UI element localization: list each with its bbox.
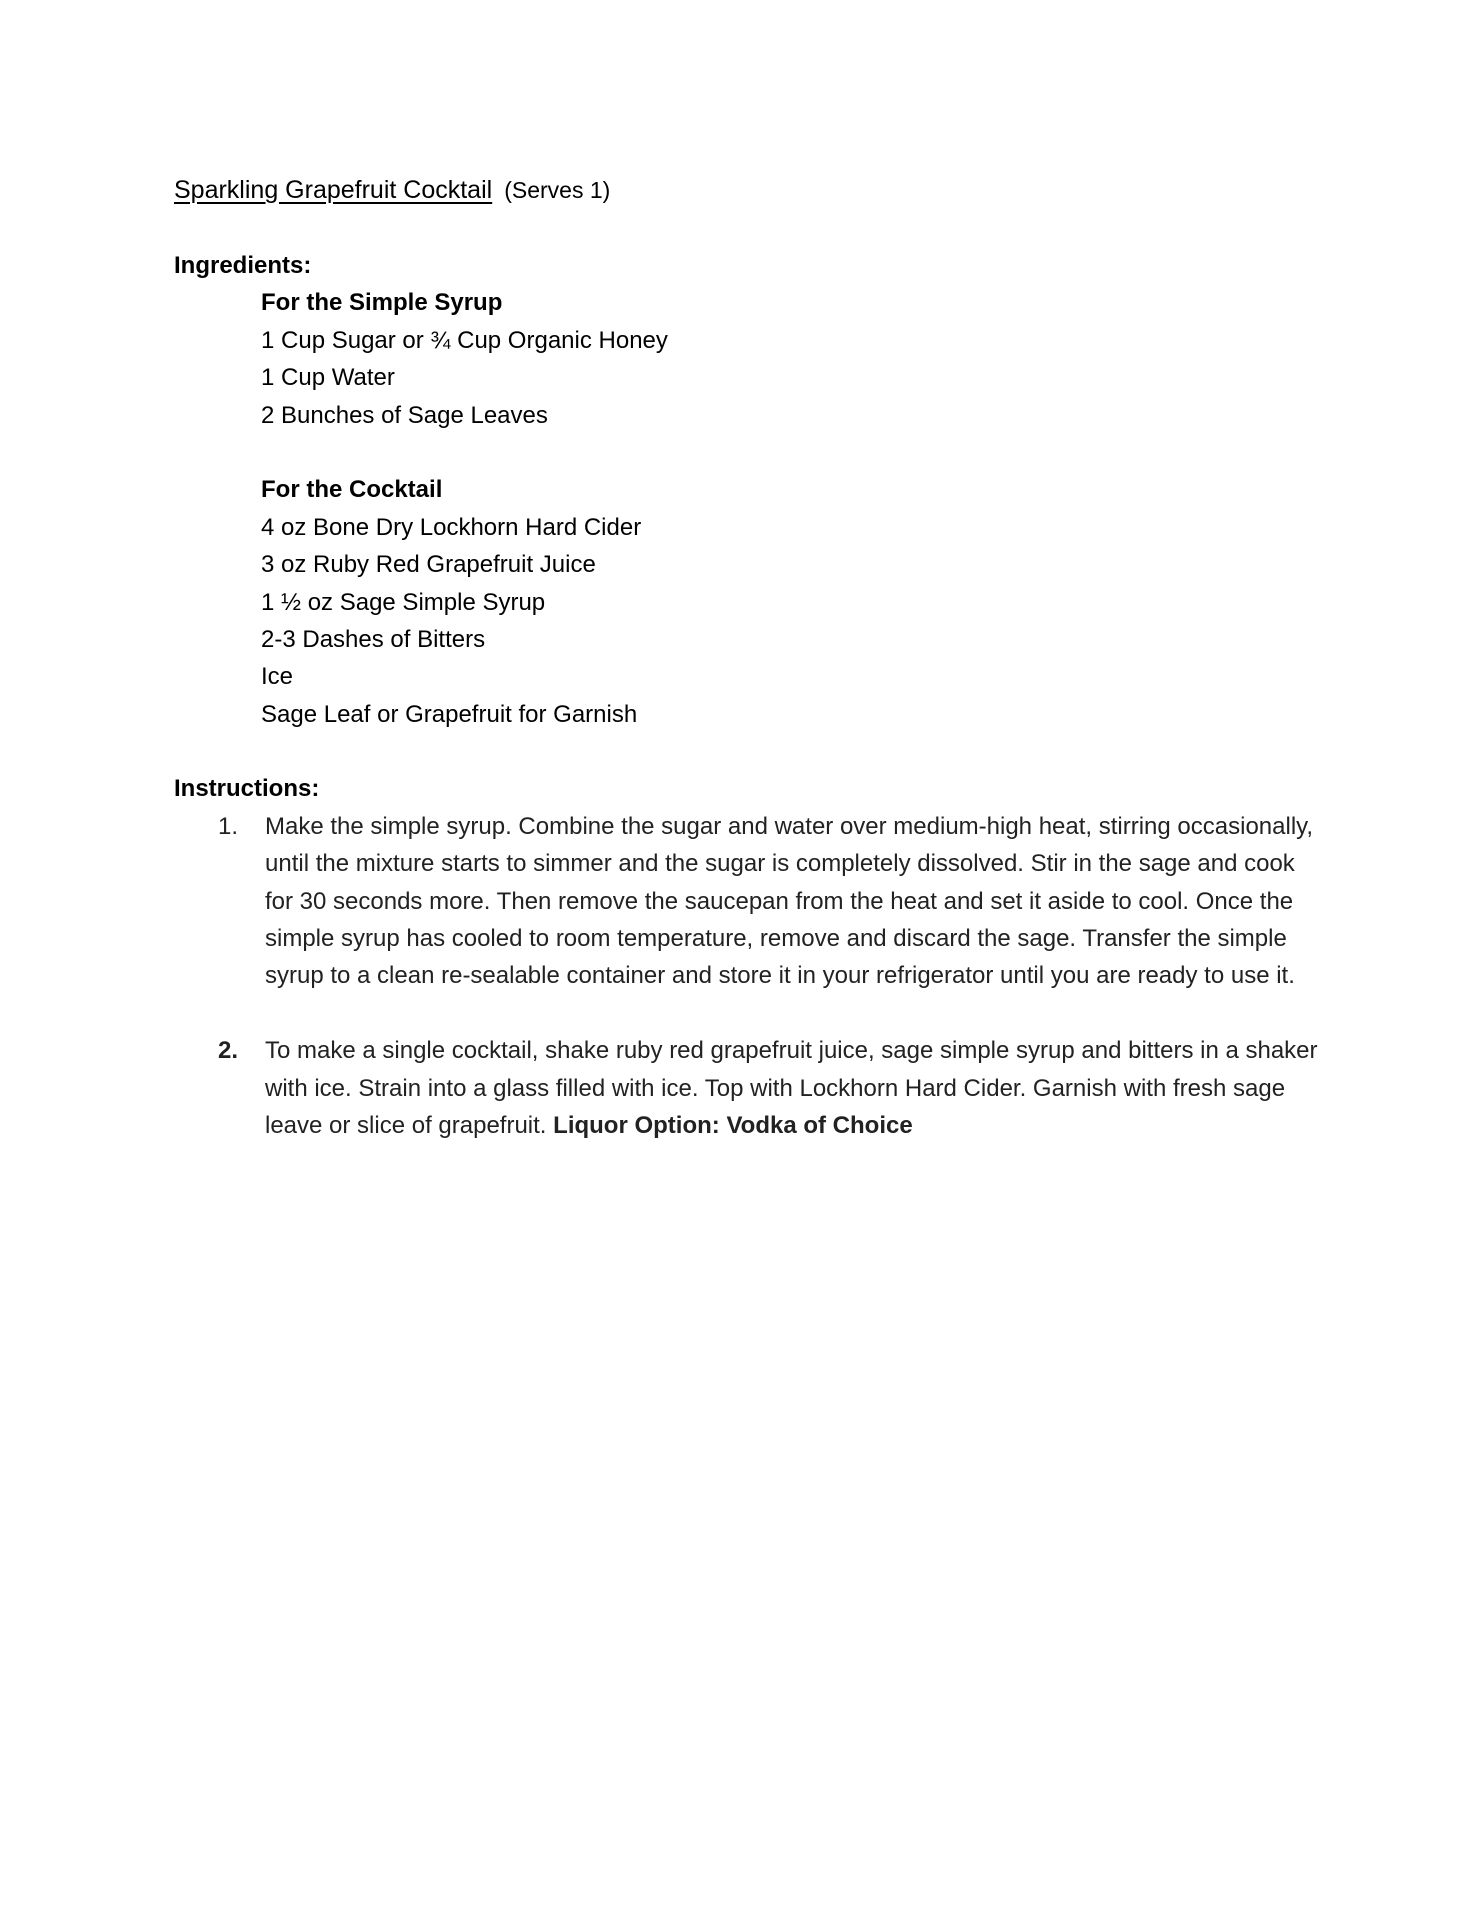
step-text: [265, 1037, 1318, 1139]
ingredient-item: 1 Cup Sugar or ¾ Cup Organic Honey: [261, 326, 668, 354]
step-number: 2.: [218, 1037, 239, 1065]
ingredient-item: 4 oz Bone Dry Lockhorn Hard Cider: [261, 513, 642, 541]
serving-size: (Serves 1): [504, 177, 611, 203]
simple-syrup-heading: For the Simple Syrup: [261, 289, 503, 317]
step-body: To make a single cocktail, shake ruby red grapefruit juice, sage simple syrup and bitters in a shaker with ice. Strain into a glass filled with ice. Top with Lockhorn Hard Cider. Garnish with fresh sage leave or slice of grapefruit.: [265, 1037, 1318, 1140]
instructions-list: [174, 808, 1318, 1145]
instruction-step: [174, 1032, 1320, 1144]
simple-syrup-group: [261, 284, 1314, 434]
recipe-content: [174, 172, 1318, 1145]
step-number: 1.: [218, 812, 239, 840]
instruction-step: [174, 808, 1320, 995]
title-line: [174, 172, 1314, 209]
blank-line: [174, 434, 1314, 471]
ingredient-item: 3 oz Ruby Red Grapefruit Juice: [261, 551, 596, 579]
liquor-option: Liquor Option: Vodka of Choice: [553, 1112, 913, 1140]
ingredient-item: 2-3 Dashes of Bitters: [261, 625, 486, 653]
recipe-title: Sparkling Grapefruit Cocktail: [174, 176, 493, 204]
ingredients-heading: Ingredients:: [174, 252, 312, 279]
instructions-heading: Instructions:: [174, 775, 320, 803]
ingredient-item: Ice: [261, 663, 294, 691]
cocktail-group: [261, 471, 1314, 733]
ingredient-item: 2 Bunches of Sage Leaves: [261, 401, 548, 429]
ingredient-item: Sage Leaf or Grapefruit for Garnish: [261, 700, 638, 728]
cocktail-heading: For the Cocktail: [261, 476, 443, 504]
ingredient-item: 1 Cup Water: [261, 364, 395, 392]
blank-line: [174, 733, 1314, 770]
step-text: Make the simple syrup. Combine the sugar and water over medium-high heat, stirring occasionally, until the mixture starts to simmer and the sugar is completely dissolved. Stir in the sage and cook for 30 seconds more. Then remove the saucepan from the heat and set it aside to cool. Once the simple syrup has cooled to room temperature, remove and discard the sage. Transfer the simple syrup to a clean re-sealable container and store it in your refrigerator until you are ready to use it.: [265, 812, 1314, 990]
ingredient-item: 1 ½ oz Sage Simple Syrup: [261, 588, 546, 616]
